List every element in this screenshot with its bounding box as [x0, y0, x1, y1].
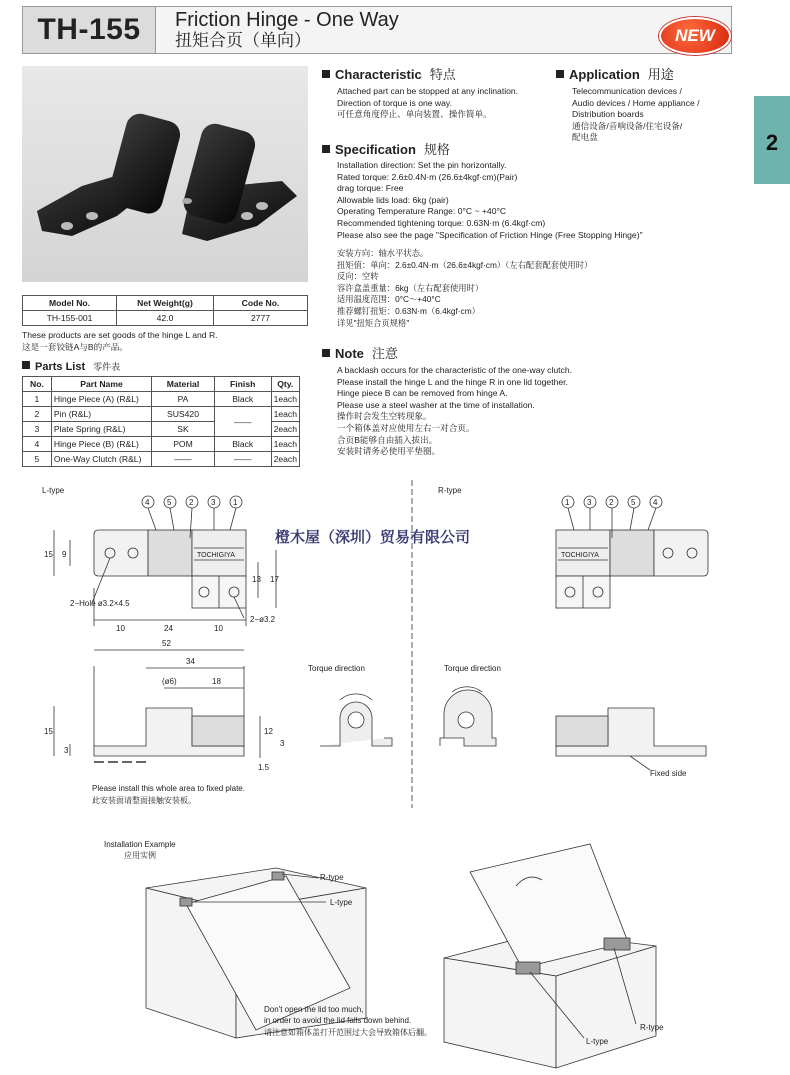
text-line: 推荐螺钉扭矩：0.63N·m（6.4kgf·cm） [337, 305, 480, 316]
dim-label: 9 [62, 550, 67, 559]
table-cell: —— [214, 452, 271, 467]
model-number: TH-155 [23, 7, 156, 53]
characteristic-text [337, 86, 518, 121]
set-note-english: These products are set goods of the hinge L and R. [22, 330, 218, 340]
table-cell: 2each [271, 452, 299, 467]
table-cell: Plate Spring (R&L) [51, 422, 151, 437]
dim-label: 2−ø3.2 [250, 615, 276, 624]
note-title-cn: 注意 [371, 346, 398, 361]
brand-mark-l: TOCHIGIYA [197, 552, 235, 559]
text-line: Direction of torque is one way. [337, 97, 452, 108]
l-type-side-view [54, 650, 260, 762]
dim-label: 34 [186, 657, 195, 666]
callout-number: 4 [145, 498, 150, 507]
dim-label: 52 [162, 639, 171, 648]
r-type-label: R-type [438, 486, 462, 495]
parts-list-heading [22, 361, 120, 374]
product-table [22, 295, 308, 326]
text-line: Please use a steel washer at the time of installation. [337, 399, 535, 410]
column-header: Code No. [213, 296, 307, 311]
callout-number: 4 [653, 498, 658, 507]
note-heading [322, 346, 398, 362]
text-line: Operating Temperature Range: 0°C ~ +40°C [337, 206, 507, 217]
table-cell: —— [152, 452, 215, 467]
install-note-en: Please install this whole area to fixed plate. [92, 784, 245, 793]
parts-table-header [23, 377, 300, 392]
column-header: Material [152, 377, 215, 392]
column-header: Model No. [23, 296, 117, 311]
specification-title-cn: 规格 [423, 142, 450, 157]
text-line: 配电盘 [572, 132, 598, 143]
column-header: Qty. [271, 377, 299, 392]
dim-label: 15 [44, 727, 53, 736]
text-line: Please install the hinge L and the hinge R in one lid together. [337, 376, 568, 387]
installation-examples [0, 832, 790, 1072]
parts-table [22, 376, 300, 467]
table-row [23, 407, 300, 422]
install-r-type-label-right: R-type [640, 1023, 664, 1032]
table-cell: 1 [23, 392, 52, 407]
install-l-type-label-right: L-type [586, 1037, 609, 1046]
table-cell: 4 [23, 437, 52, 452]
table-cell: 1each [271, 407, 299, 422]
dim-label: 10 [214, 624, 223, 633]
set-note-chinese: 这是一套铰链A与B的产品。 [22, 342, 128, 352]
text-line: drag torque: Free [337, 183, 404, 194]
table-row [23, 311, 308, 326]
table-cell: 3 [23, 422, 52, 437]
table-cell: —— [214, 407, 271, 437]
fixed-side-label: Fixed side [650, 769, 687, 778]
watermark-text: 橙木屋（深圳）贸易有限公司 [275, 529, 471, 546]
dim-label: 12 [264, 727, 273, 736]
table-row [23, 392, 300, 407]
text-line: Hinge piece B can be removed from hinge A. [337, 388, 508, 399]
table-cell: 2each [271, 422, 299, 437]
dim-label: 18 [212, 677, 221, 686]
table-row [23, 437, 300, 452]
table-cell: 2 [23, 407, 52, 422]
section-bullet [322, 70, 330, 78]
callout-number: 2 [189, 498, 194, 507]
note-title: Note [335, 346, 364, 361]
callout-number: 3 [211, 498, 216, 507]
dim-label: 24 [164, 624, 173, 633]
column-header: Net Weight(g) [117, 296, 214, 311]
table-cell: SK [152, 422, 215, 437]
install-note-cn: 此安装面请整面接触安装板。 [92, 796, 196, 805]
text-line: 合页B能够自由插入拔出。 [337, 434, 438, 445]
column-header: Part Name [51, 377, 151, 392]
text-line: Installation direction: Set the pin horizontally. [337, 160, 507, 170]
table-cell: Pin (R&L) [51, 407, 151, 422]
table-cell: Black [214, 437, 271, 452]
table-cell: Hinge Piece (A) (R&L) [51, 392, 151, 407]
column-header: No. [23, 377, 52, 392]
install-l-type-label: L-type [330, 898, 353, 907]
characteristic-heading [322, 67, 456, 83]
text-line: Recommended tightening torque: 0.63N·m (6.4kgf·cm) [337, 217, 546, 228]
parts-list-title-cn: 零件表 [93, 362, 121, 372]
dim-label: 2−Hole ø3.2×4.5 [70, 599, 130, 608]
text-line: Distribution boards [572, 109, 644, 120]
table-cell: 1each [271, 437, 299, 452]
callout-number: 2 [609, 498, 614, 507]
dim-label: 15 [44, 550, 53, 559]
title-english: Friction Hinge - One Way [175, 9, 399, 31]
l-type-top-view [54, 508, 276, 626]
callout-number: 5 [167, 498, 172, 507]
dim-label: 1.5 [258, 763, 270, 772]
torque-diagram-right [440, 687, 496, 746]
page-section-tab [754, 96, 790, 184]
callout-number: 3 [587, 498, 592, 507]
warning-line: 请注意如箱体盖打开范围过大会导致箱体后翻。 [264, 1028, 432, 1037]
hinge-right-photo [180, 121, 297, 241]
table-cell: POM [152, 437, 215, 452]
installation-title-cn: 应用实例 [124, 851, 156, 860]
table-cell: SUS420 [152, 407, 215, 422]
table-cell: 42.0 [117, 311, 214, 326]
text-line: 扭矩值：单向：2.6±0.4N·m（26.6±4kgf·cm）（左右配套配套使用时） [337, 259, 593, 270]
section-bullet [322, 145, 330, 153]
callout-number: 5 [631, 498, 636, 507]
table-row [23, 452, 300, 467]
dim-label: 10 [116, 624, 125, 633]
text-line: Please also see the page "Specification of Friction Hinge (Free Stopping Hinge)" [337, 229, 643, 240]
brand-mark-r: TOCHIGIYA [561, 552, 599, 559]
text-line: Telecommunication devices / [572, 86, 682, 96]
install-r-type-label: R-type [320, 873, 344, 882]
application-title: Application [569, 67, 640, 82]
parts-list-title: Parts List [35, 361, 86, 373]
technical-drawings [0, 478, 790, 813]
table-cell: 5 [23, 452, 52, 467]
warning-line: Don't open the lid too much, [264, 1005, 364, 1014]
install-example-right [444, 844, 656, 1068]
table-cell: 1each [271, 392, 299, 407]
hinge-left-photo [37, 111, 183, 236]
text-line: 操作时会发生空转现象。 [337, 411, 432, 422]
note-text [337, 365, 572, 458]
text-line: 一个箱体盖对应使用左右一对合页。 [337, 422, 475, 433]
table-cell: 2777 [213, 311, 307, 326]
callout-number: 1 [565, 498, 570, 507]
specification-heading [322, 142, 450, 158]
header-bar [22, 6, 732, 54]
table-cell: One-Way Clutch (R&L) [51, 452, 151, 467]
text-line: 详见"扭矩合页规格" [337, 317, 410, 328]
specification-text-cn [337, 248, 592, 329]
section-bullet [22, 361, 30, 369]
table-cell: Black [214, 392, 271, 407]
table-cell: Hinge Piece (B) (R&L) [51, 437, 151, 452]
table-cell: TH-155-001 [23, 311, 117, 326]
text-line: Allowable lids load: 6kg (pair) [337, 194, 449, 205]
l-type-label: L-type [42, 486, 65, 495]
section-bullet [556, 70, 564, 78]
characteristic-title: Characteristic [335, 67, 422, 82]
table-cell: PA [152, 392, 215, 407]
section-bullet [322, 349, 330, 357]
dim-label: 17 [270, 575, 279, 584]
text-line: 安装时请务必使用平垫圈。 [337, 446, 441, 457]
product-photo [22, 66, 308, 282]
text-line: 容许盒盖重量：6kg（左右配套使用时） [337, 282, 484, 293]
text-line: 安装方向：轴水平状态。 [337, 248, 429, 258]
dim-label: 13 [252, 575, 261, 584]
torque-label-left: Torque direction [308, 664, 365, 673]
characteristic-title-cn: 特点 [429, 67, 456, 82]
text-line: A backlash occurs for the characteristic of the one-way clutch. [337, 365, 573, 375]
torque-label-right: Torque direction [444, 664, 501, 673]
r-type-side-view [556, 708, 706, 770]
application-title-cn: 用途 [647, 67, 674, 82]
page-section-number: 2 [765, 130, 779, 155]
text-line: 反向：空转 [337, 271, 379, 282]
text-line: 可任意角度停止、单向装置、操作简单。 [337, 109, 492, 120]
torque-diagram-left [320, 694, 392, 746]
warning-line: in order to avoid the lid falls down behind. [264, 1016, 412, 1025]
text-line: Audio devices / Home appliance / [572, 97, 700, 108]
product-table-header [23, 296, 308, 311]
new-badge: NEW [659, 17, 731, 55]
text-line: Attached part can be stopped at any inclination. [337, 86, 519, 96]
dim-label: 3 [280, 739, 285, 748]
dim-label: 3 [64, 746, 69, 755]
specification-text-en [337, 160, 643, 241]
dim-label: (ø6) [162, 677, 177, 686]
text-line: 通信设备/音响设备/住宅设备/ [572, 120, 683, 131]
application-text [572, 86, 700, 144]
text-line: Rated torque: 2.6±0.4N·m (26.6±4kgf·cm)(Pair) [337, 171, 518, 182]
application-heading [556, 67, 674, 83]
column-header: Finish [214, 377, 271, 392]
text-line: 适用温度范围：0°C～+40°C [337, 294, 441, 305]
callout-number: 1 [233, 498, 238, 507]
specification-title: Specification [335, 142, 416, 157]
installation-title: Installation Example [104, 840, 176, 849]
title-chinese: 扭矩合页（单向） [175, 31, 311, 50]
